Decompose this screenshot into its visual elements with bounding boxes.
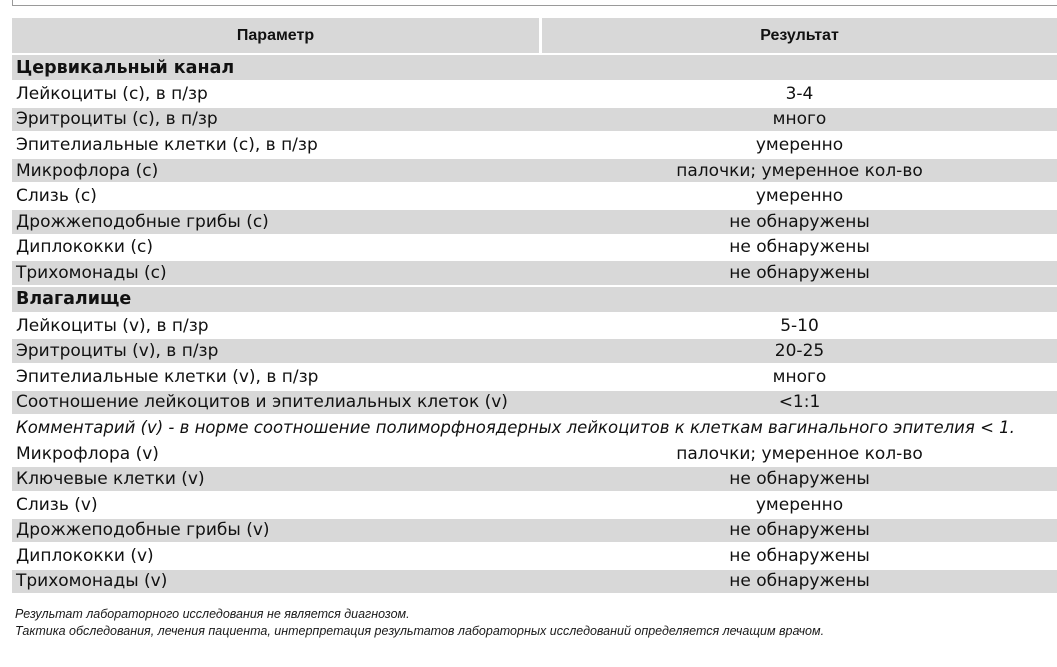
result-cell: не обнаружены xyxy=(729,520,870,541)
parameter-cell: Эпителиальные клетки (c), в п/зр xyxy=(16,134,318,155)
section-header: Цервикальный канал xyxy=(12,55,1057,80)
table-row xyxy=(12,493,1057,517)
table-row xyxy=(12,442,1057,466)
parameter-cell: Дрожжеподобные грибы (v) xyxy=(16,520,270,541)
column-header-result: Результат xyxy=(542,18,1057,53)
table-row xyxy=(12,82,1057,106)
result-cell: <1:1 xyxy=(778,392,821,413)
result-cell: не обнаружены xyxy=(729,469,870,490)
result-cell: 5-10 xyxy=(780,315,819,336)
result-cell: умеренно xyxy=(755,134,844,155)
parameter-cell: Микрофлора (c) xyxy=(16,160,159,181)
parameter-cell: Диплококки (c) xyxy=(16,237,153,258)
parameter-cell: Дрожжеподобные грибы (c) xyxy=(16,211,269,232)
result-cell: умеренно xyxy=(755,494,844,515)
parameter-cell: Слизь (v) xyxy=(16,494,98,515)
parameter-cell: Трихомонады (v) xyxy=(16,571,168,592)
parameter-cell: Соотношение лейкоцитов и эпителиальных клеток (v) xyxy=(16,392,508,413)
table-row xyxy=(12,236,1057,260)
table-row xyxy=(12,519,1057,543)
table-row xyxy=(12,108,1057,132)
parameter-cell: Слизь (c) xyxy=(16,186,97,207)
table-row xyxy=(12,210,1057,234)
disclaimer-line-2: Тактика обследования, лечения пациента, интерпретация результатов лабораторных исследований определяется лечащим врачом. xyxy=(15,624,825,638)
result-cell: не обнаружены xyxy=(729,545,870,566)
parameter-cell: Эритроциты (v), в п/зр xyxy=(16,341,219,362)
result-cell: палочки; умеренное кол-во xyxy=(676,160,923,181)
parameter-cell: Микрофлора (v) xyxy=(16,443,159,464)
top-frame-line xyxy=(12,0,1057,6)
result-cell: 20-25 xyxy=(774,341,825,362)
parameter-cell: Лейкоциты (v), в п/зр xyxy=(16,315,209,336)
result-cell: не обнаружены xyxy=(729,237,870,258)
parameter-cell: Ключевые клетки (v) xyxy=(16,469,205,490)
table-row xyxy=(12,467,1057,491)
table-header xyxy=(12,18,1057,53)
result-cell: 3-4 xyxy=(785,83,814,104)
result-cell: не обнаружены xyxy=(729,262,870,283)
section-header: Влагалище xyxy=(12,287,1057,312)
parameter-cell: Лейкоциты (c), в п/зр xyxy=(16,83,208,104)
parameter-cell: Эпителиальные клетки (v), в п/зр xyxy=(16,366,319,387)
table-row xyxy=(12,159,1057,183)
result-cell: умеренно xyxy=(755,186,844,207)
table-row xyxy=(12,339,1057,363)
column-header-parameter: Параметр xyxy=(12,18,539,53)
table-row xyxy=(12,184,1057,208)
table-row xyxy=(12,391,1057,415)
result-cell: не обнаружены xyxy=(729,571,870,592)
result-cell: много xyxy=(772,366,827,387)
table-row xyxy=(12,365,1057,389)
result-cell: не обнаружены xyxy=(729,211,870,232)
results-table xyxy=(12,18,1057,595)
result-cell: много xyxy=(772,109,827,130)
disclaimer-line-1: Результат лабораторного исследования не является диагнозом. xyxy=(15,607,410,621)
parameter-cell: Диплококки (v) xyxy=(16,545,154,566)
comment-row: Комментарий (v) - в норме соотношение полиморфноядерных лейкоцитов к клеткам вагинального эпителия < 1. xyxy=(16,418,1015,438)
result-cell: палочки; умеренное кол-во xyxy=(676,443,923,464)
table-body xyxy=(12,55,1057,593)
disclaimer-footer xyxy=(15,606,824,640)
table-row xyxy=(12,544,1057,568)
table-row xyxy=(12,261,1057,285)
parameter-cell: Эритроциты (c), в п/зр xyxy=(16,109,218,130)
parameter-cell: Трихомонады (c) xyxy=(16,262,167,283)
table-row xyxy=(12,570,1057,594)
table-row xyxy=(12,314,1057,338)
table-row xyxy=(12,133,1057,157)
